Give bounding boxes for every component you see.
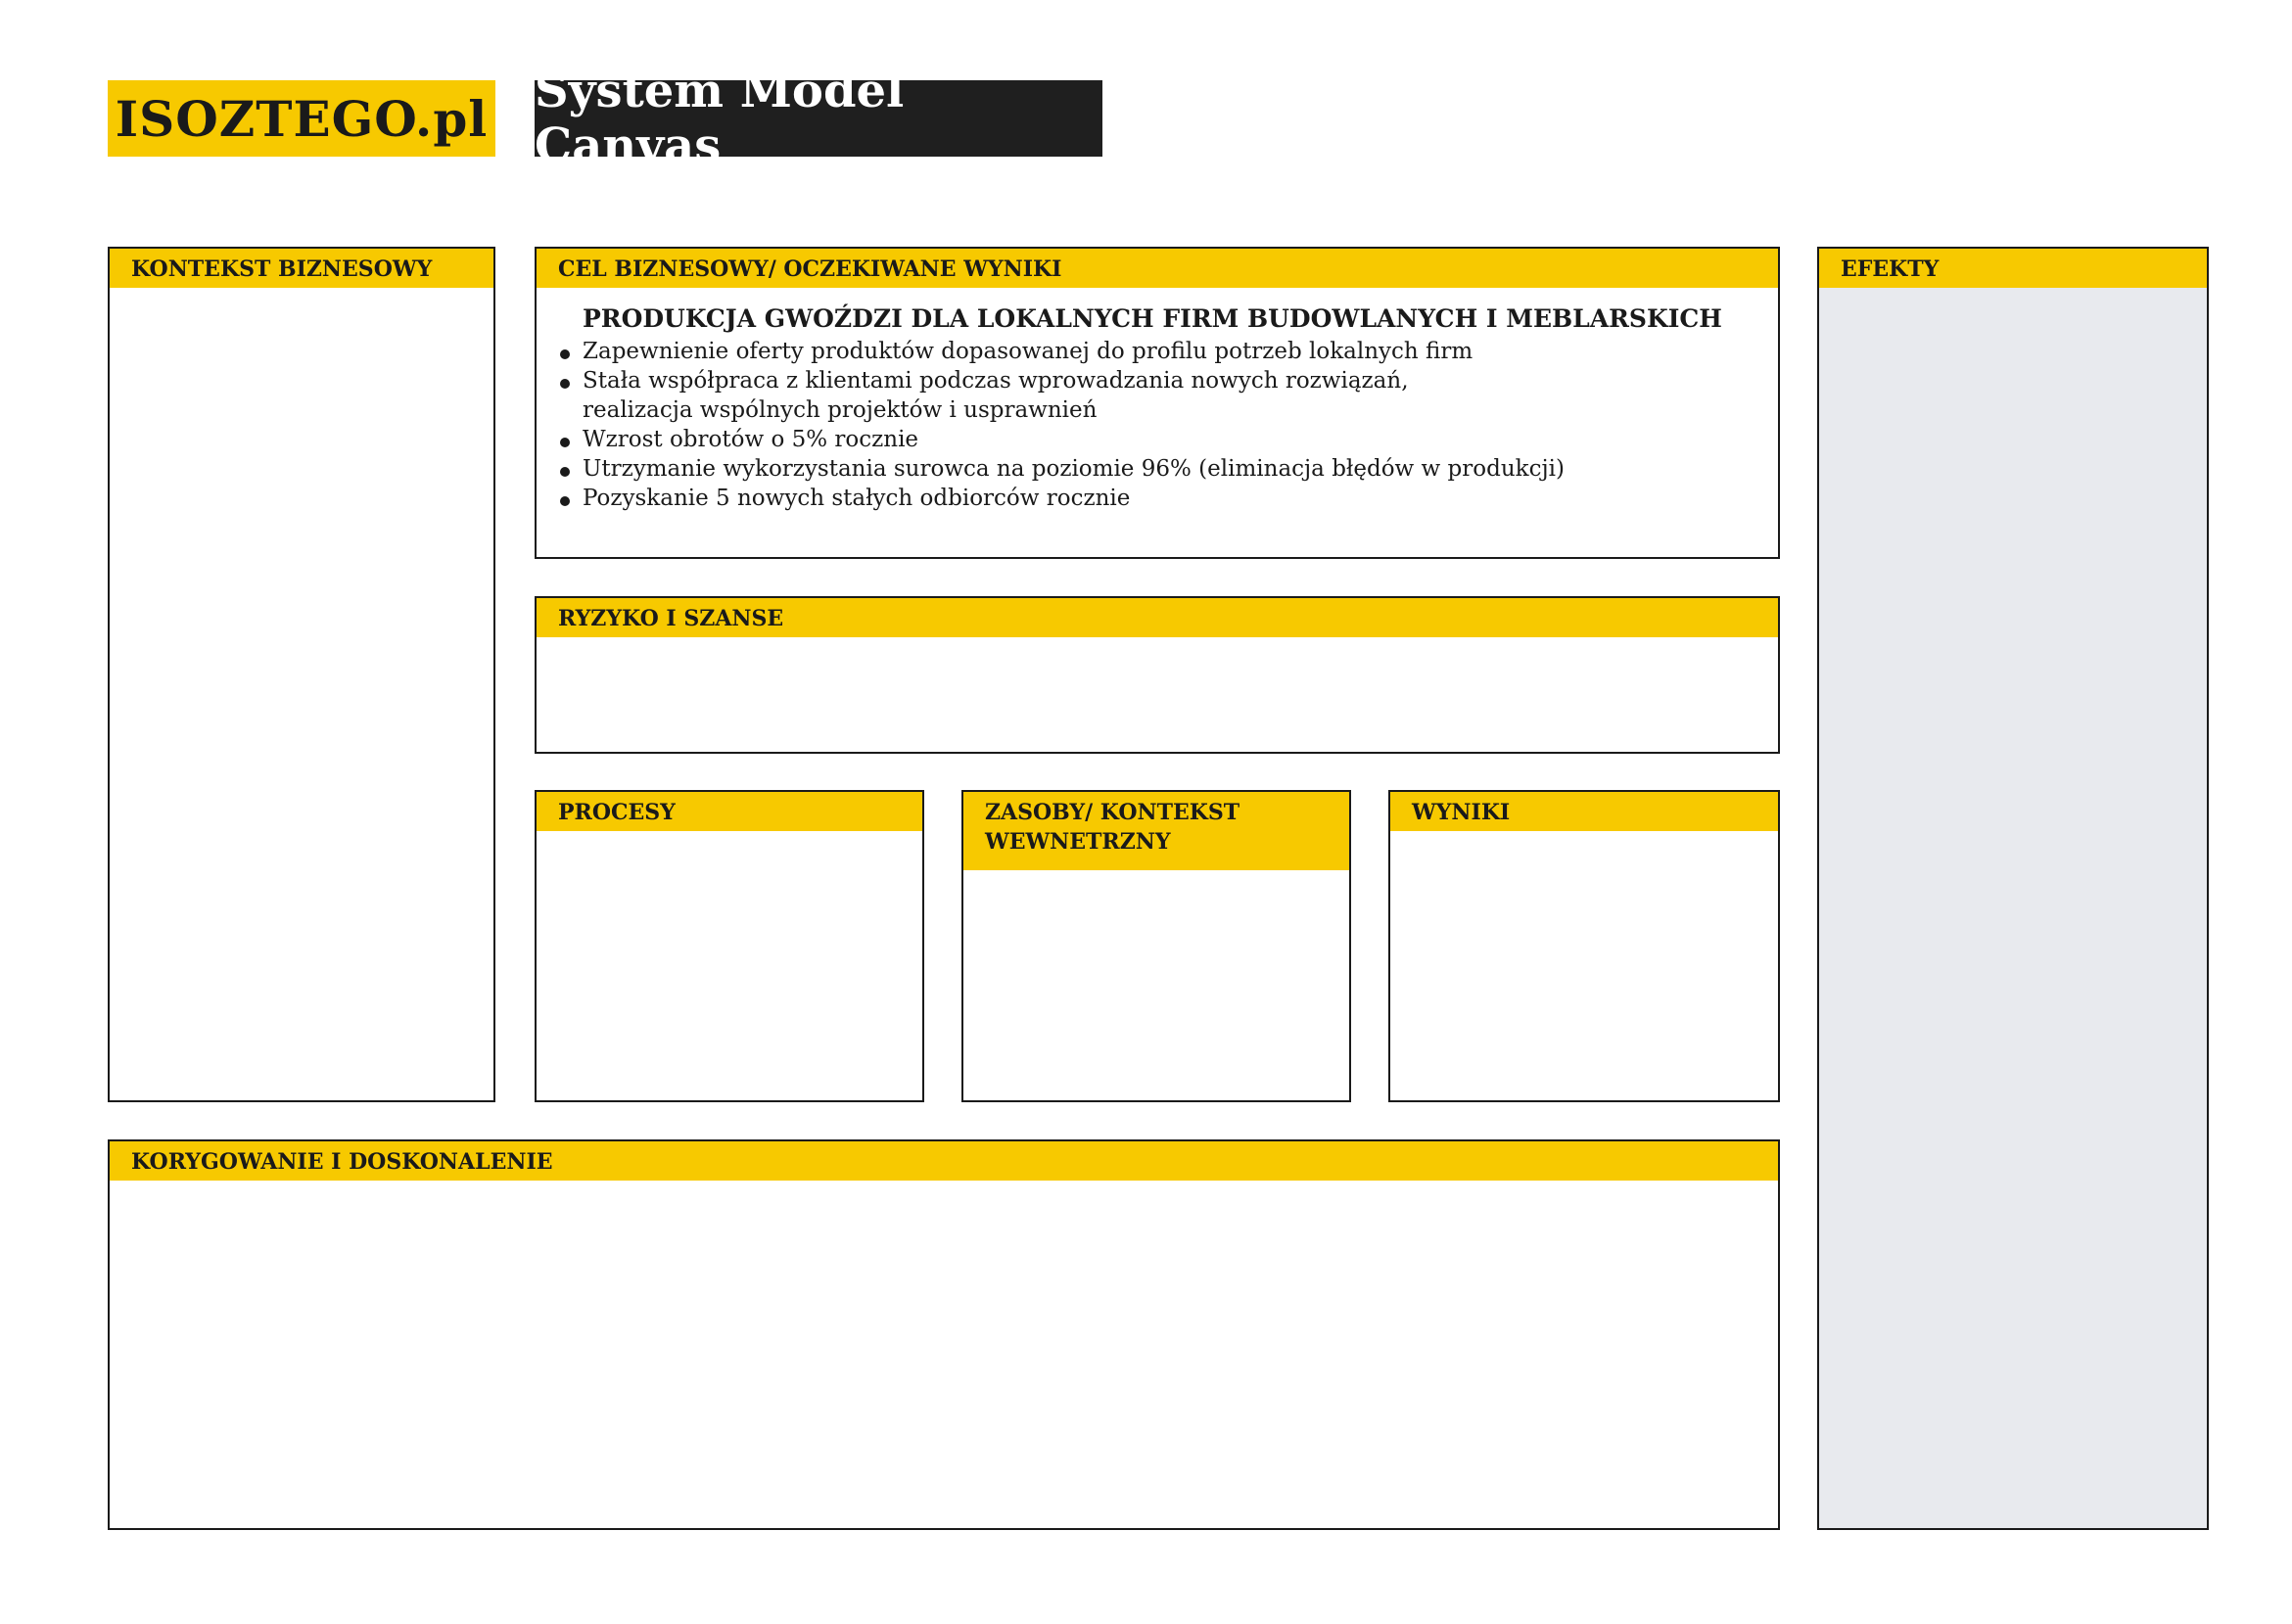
- business-goal-header: CEL BIZNESOWY/ OCZEKIWANE WYNIKI: [537, 249, 1778, 288]
- effects-header: EFEKTY: [1819, 249, 2207, 288]
- resources-box[interactable]: [961, 790, 1351, 1102]
- results-box[interactable]: [1388, 790, 1780, 1102]
- business-goal-content: [537, 288, 1778, 513]
- business-context-header: KONTEKST BIZNESOWY: [110, 249, 493, 288]
- goal-item: Utrzymanie wykorzystania surowca na poziomie 96% (eliminacja błędów w produkcji): [558, 454, 1756, 484]
- processes-header: PROCESY: [537, 792, 922, 831]
- business-context-box[interactable]: [108, 247, 495, 1102]
- business-goal-box[interactable]: [535, 247, 1780, 559]
- goal-item: Stała współpraca z klientami podczas wprowadzania nowych rozwiązań, realizacja wspólnych projektów i usprawnień: [558, 366, 1425, 425]
- results-header: WYNIKI: [1390, 792, 1778, 831]
- resources-header: ZASOBY/ KONTEKST WEWNETRZNY: [963, 792, 1349, 870]
- goal-item: Zapewnienie oferty produktów dopasowanej do profilu potrzeb lokalnych firm: [558, 337, 1756, 366]
- effects-box[interactable]: [1817, 247, 2209, 1530]
- risk-box[interactable]: [535, 596, 1780, 754]
- goal-item: Wzrost obrotów o 5% rocznie: [558, 425, 1756, 454]
- improvement-header: KORYGOWANIE I DOSKONALENIE: [110, 1141, 1778, 1181]
- business-goal-heading: PRODUKCJA GWOŹDZI DLA LOKALNYCH FIRM BUDOWLANYCH I MEBLARSKICH: [583, 304, 1722, 333]
- brand-logo: ISOZTEGO.pl: [108, 80, 495, 157]
- business-goal-list: [558, 337, 1756, 513]
- improvement-box[interactable]: [108, 1139, 1780, 1530]
- page-title: System Model Canvas: [535, 80, 1102, 157]
- goal-item: Pozyskanie 5 nowych stałych odbiorców rocznie: [558, 484, 1756, 513]
- processes-box[interactable]: [535, 790, 924, 1102]
- risk-header: RYZYKO I SZANSE: [537, 598, 1778, 637]
